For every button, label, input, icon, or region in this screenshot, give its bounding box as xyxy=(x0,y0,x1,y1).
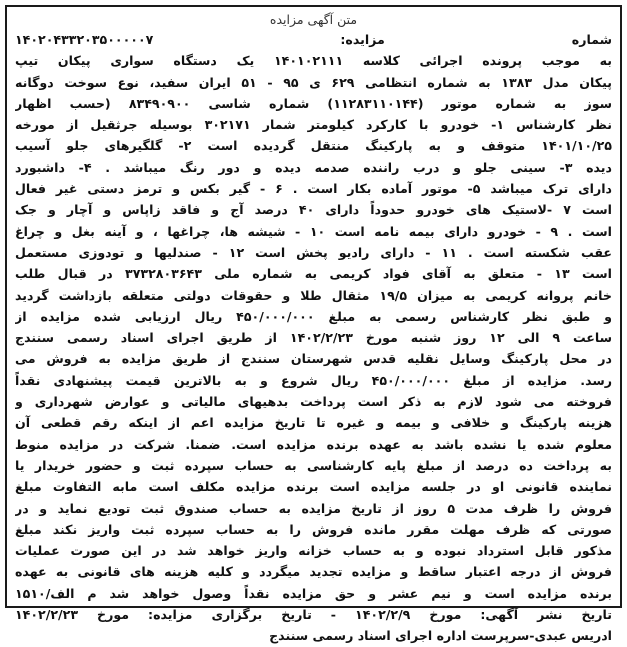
body-line: ۱۴۰۱/۱۰/۲۵ متوقف و به پارکینگ منتقل گردیده است ۲- گلگیرهای جلو آسیب xyxy=(15,138,612,154)
publication-dates-line: تاریخ نشر آگهی: مورخ ۱۴۰۲/۲/۹ - تاریخ برگزاری مزایده: مورخ ۱۴۰۲/۲/۲۳ xyxy=(15,607,612,623)
body-line: نماینده قانونی او در جلسه مزایده است برنده مزایده مکلف است مابه التفاوت مبلغ xyxy=(15,479,612,495)
body-line: به پرداخت ده درصد از مبلغ پایه کارشناسی به حساب سپرده ثبت و حضور خریدار یا xyxy=(15,457,612,473)
body-line: صورتی که ظرف مهلت مقرر مانده فروش را به حساب سپرده ثبت واریز نکند مبلغ xyxy=(15,521,612,537)
body-line: است . ۹ - خودرو دارای بیمه نامه است ۱۰ - شیشه ها، چراغها ، و آینه بغل و چراغ xyxy=(15,223,612,239)
body-line: مذکور قابل استرداد نبوده و به حساب خزانه واریز خواهد شد در این صورت عملیات xyxy=(15,543,612,559)
body-line: در محل پارکینگ وسایل نقلیه قدس شهرستان سنندج از طریق مزایده به فروش می xyxy=(15,351,612,367)
body-line: معلوم شده یا نشده باشد به عهده برنده مزایده است. ضمنا. شرکت در مزایده منوط xyxy=(15,436,612,452)
body-line: برنده مزایده است و نیم عشر و حق مزایده نقداً وصول خواهد شد م الف/۱۵۱۰ xyxy=(15,585,612,601)
body-line: و طبق نظر کارشناس رسمی به مبلغ ۴۵۰/۰۰۰/۰۰۰ ریال ارزیابی شده مزایده از xyxy=(15,308,612,324)
signature-line: ادریس عبدی-سرپرست اداره اجرای اسناد رسمی سنندج xyxy=(269,628,612,644)
body-line: عقب شکسته است . ۱۱ - دارای رادیو پخش است ۱۲ - صندلیها و تودوزی مستعمل xyxy=(15,244,612,260)
body-line: هزینه پارکینگ و خلافی و بیمه و غیره تا تاریخ مزایده اعم از اینکه رقم قطعی آن xyxy=(15,415,612,431)
body-line: خانم پروانه کریمی به میزان ۱۹/۵ مثقال طلا و حقوقات دولتی متعلقه بازداشت گردید xyxy=(15,287,612,303)
body-line: پیکان مدل ۱۳۸۳ به شماره انتظامی ۶۲۹ ی ۹۵ - ۵۱ ایران سفید، نوع سوخت دوگانه xyxy=(15,74,612,90)
notice-body xyxy=(15,29,612,647)
body-line: فروش را ظرف مدت ۵ روز از تاریخ مزایده به حساب صندوق ثبت تودیع نماید و در xyxy=(15,500,612,516)
body-line: رسد. مزایده از مبلغ ۴۵۰/۰۰۰/۰۰۰ ریال شروع و به بالاترین قیمت پیشنهادی نقداً xyxy=(15,372,612,388)
body-line: است ۱۳ - متعلق به آقای فواد کریمی به شماره ملی ۳۷۳۲۸۰۳۶۴۳ در قبال طلب xyxy=(15,266,612,282)
body-line: نظر کارشناس ۱- خودرو با کارکرد کیلومتر شمار ۳۰۲۱۷۱ بوسیله جرثقیل از مورخه xyxy=(15,117,612,133)
body-line: است ۷ -لاستیک های خودرو حدوداً دارای ۴۰ درصد آج و فاقد زاپاس و آچار و جک xyxy=(15,202,612,218)
body-line: دیده ۳- سینی جلو و درب راننده صدمه دیده و دور رنگ میباشد . ۴- داشبورد xyxy=(15,159,612,175)
body-line: ساعت ۹ الی ۱۲ روز شنبه مورخ ۱۴۰۲/۲/۲۳ از طریق اجرای اسناد رسمی سنندج xyxy=(15,330,612,346)
auction-number-line: شماره مزایده: ۱۴۰۲۰۴۳۳۲۰۳۵۰۰۰۰۰۷ xyxy=(15,32,612,47)
auction-notice xyxy=(5,5,622,644)
body-line: فروش از درجه اعتبار ساقط و مزایده تجدید میگردد و کلیه هزینه های قانونی به عهده xyxy=(15,564,612,580)
body-line: سوز به شماره موتور (۱۱۲۸۳۱۱۰۱۴۴) شماره شاسی ۸۳۴۹۰۹۰۰ (حسب اظهار xyxy=(15,95,612,111)
body-line: فروخته می شود لازم به ذکر است پرداخت بدهیهای مالیاتی و عوارض شهرداری و xyxy=(15,394,612,410)
notice-heading: متن آگهی مزایده xyxy=(269,12,358,27)
body-line: دارای ترک میباشد ۵- موتور آماده بکار است . ۶ - گیر بکس و ترمز دستی غیر فعال xyxy=(15,181,612,197)
body-line: به موجب پرونده اجرائی کلاسه ۱۴۰۱۰۲۱۱۱ یک دستگاه سواری پیکان تیپ xyxy=(15,53,612,69)
